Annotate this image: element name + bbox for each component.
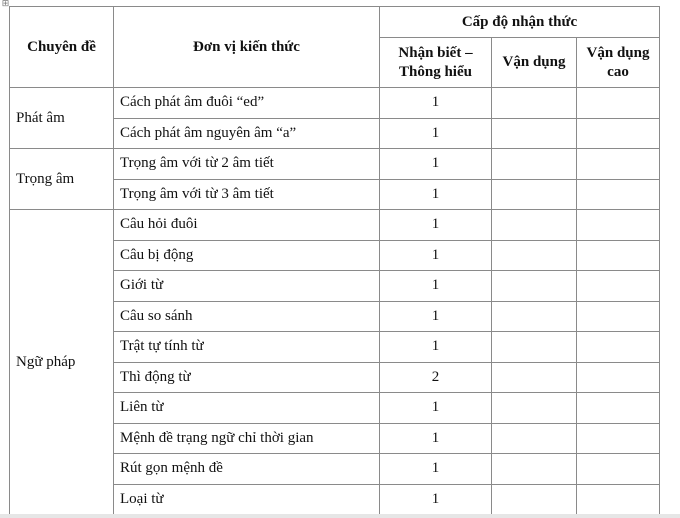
level-1-cell: 1 (380, 393, 492, 424)
level-1-cell: 1 (380, 118, 492, 149)
header-topic: Chuyên đề (10, 7, 114, 88)
knowledge-table (9, 6, 660, 515)
level-2-cell (492, 271, 577, 302)
level-2-cell (492, 454, 577, 485)
unit-cell: Loại từ (114, 484, 380, 515)
unit-cell: Rút gọn mệnh đề (114, 454, 380, 485)
level-3-cell (577, 271, 660, 302)
level-1-cell: 1 (380, 332, 492, 363)
table-body (10, 88, 660, 515)
level-1-cell: 1 (380, 301, 492, 332)
level-2-cell (492, 118, 577, 149)
level-2-cell (492, 423, 577, 454)
level-1-cell: 1 (380, 149, 492, 180)
table-row (10, 88, 660, 119)
table-row (10, 210, 660, 241)
level-3-cell (577, 393, 660, 424)
level-2-cell (492, 362, 577, 393)
unit-cell: Câu bị động (114, 240, 380, 271)
unit-cell: Trọng âm với từ 3 âm tiết (114, 179, 380, 210)
level-2-cell (492, 301, 577, 332)
level-3-cell (577, 240, 660, 271)
level-1-cell: 1 (380, 88, 492, 119)
unit-cell: Trật tự tính từ (114, 332, 380, 363)
page-bottom-edge (0, 514, 680, 518)
level-3-cell (577, 88, 660, 119)
header-level-2: Vận dụng (492, 38, 577, 88)
level-3-cell (577, 332, 660, 363)
level-3-cell (577, 179, 660, 210)
level-1-cell: 1 (380, 179, 492, 210)
unit-cell: Câu hỏi đuôi (114, 210, 380, 241)
unit-cell: Cách phát âm đuôi “ed” (114, 88, 380, 119)
level-3-cell (577, 118, 660, 149)
topic-cell: Phát âm (10, 88, 114, 149)
level-2-cell (492, 210, 577, 241)
move-icon[interactable]: ⊞ (1, 0, 10, 9)
level-2-cell (492, 88, 577, 119)
topic-cell: Trọng âm (10, 149, 114, 210)
level-1-cell: 1 (380, 454, 492, 485)
level-2-cell (492, 484, 577, 515)
level-1-cell: 2 (380, 362, 492, 393)
level-2-cell (492, 149, 577, 180)
level-1-cell: 1 (380, 271, 492, 302)
level-3-cell (577, 454, 660, 485)
level-3-cell (577, 423, 660, 454)
unit-cell: Mệnh đề trạng ngữ chỉ thời gian (114, 423, 380, 454)
level-2-cell (492, 332, 577, 363)
topic-cell: Ngữ pháp (10, 210, 114, 515)
level-3-cell (577, 362, 660, 393)
unit-cell: Giới từ (114, 271, 380, 302)
level-3-cell (577, 484, 660, 515)
unit-cell: Trọng âm với từ 2 âm tiết (114, 149, 380, 180)
unit-cell: Thì động từ (114, 362, 380, 393)
level-2-cell (492, 240, 577, 271)
level-1-cell: 1 (380, 210, 492, 241)
table-header (10, 7, 660, 88)
level-1-cell: 1 (380, 240, 492, 271)
header-level-1: Nhận biết – Thông hiểu (380, 38, 492, 88)
level-3-cell (577, 301, 660, 332)
level-1-cell: 1 (380, 423, 492, 454)
header-unit: Đơn vị kiến thức (114, 7, 380, 88)
header-level-3: Vận dụng cao (577, 38, 660, 88)
unit-cell: Cách phát âm nguyên âm “a” (114, 118, 380, 149)
unit-cell: Câu so sánh (114, 301, 380, 332)
level-2-cell (492, 179, 577, 210)
level-1-cell: 1 (380, 484, 492, 515)
level-3-cell (577, 210, 660, 241)
level-3-cell (577, 149, 660, 180)
level-2-cell (492, 393, 577, 424)
table-row (10, 149, 660, 180)
unit-cell: Liên từ (114, 393, 380, 424)
header-level-group: Cấp độ nhận thức (380, 7, 660, 38)
